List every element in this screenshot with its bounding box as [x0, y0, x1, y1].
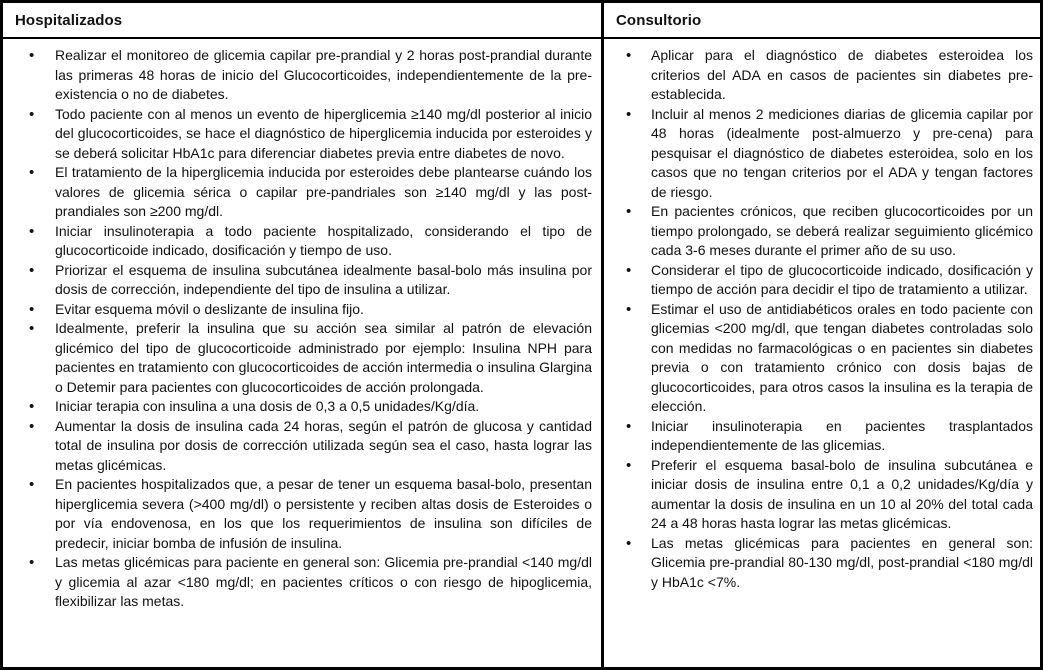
bullet-item: • En pacientes hospitalizados que, a pesar de tener un esquema basal-bolo, presentan hiperglicemia severa (>400 mg/dl) o persistente y reciben altas dosis de Esteroides o por vía endovenosa, en los que los requerimientos de insulina son difíciles de predecir, iniciar bomba de infusión de insulina. — [3, 475, 592, 553]
bullet-item: • Estimar el uso de antidiabéticos orales en todo paciente con glicemias <200 mg/dl, que tengan diabetes controladas solo con medidas no farmacológicas o en pacientes sin diabetes previa o con tratamiento crónico con dosis bajas de glucocorticoides, para otros casos la insulina es la terapia de elección. — [604, 300, 1033, 417]
bullet-item: • Preferir el esquema basal-bolo de insulina subcutánea e iniciar dosis de insulina entre 0,1 a 0,2 unidades/Kg/día y aumentar la dosis de insulina en un 10 al 20% del total cada 24 a 48 horas hasta lograr las metas glicémicas. — [604, 456, 1033, 534]
bullet-item: • Idealmente, preferir la insulina que su acción sea similar al patrón de elevación glicémico del tipo de glucocorticoide administrado por ejemplo: Insulina NPH para pacientes en tratamiento con glucocorticoides de acción intermedia o insulina Glargina o Detemir para pacientes con glucocorticoides de acción prolongada. — [3, 319, 592, 397]
bullet-list-hospitalizados — [3, 39, 601, 667]
bullet-item: • Realizar el monitoreo de glicemia capilar pre-prandial y 2 horas post-prandial durante las primeras 48 horas de inicio del Glucocorticoides, independientemente de la pre-existencia o no de diabetes. — [3, 46, 592, 105]
bullet-list-consultorio — [604, 39, 1040, 667]
bullet-item: • Las metas glicémicas para pacientes en general son: Glicemia pre-prandial 80-130 mg/dl, post-prandial <180 mg/dl y HbA1c <7%. — [604, 534, 1033, 593]
column-hospitalizados — [3, 3, 604, 667]
column-header-hospitalizados: Hospitalizados — [3, 3, 601, 39]
bullet-item: • Iniciar insulinoterapia en pacientes trasplantados independientemente de las glicemias. — [604, 417, 1033, 456]
bullet-item: • Iniciar terapia con insulina a una dosis de 0,3 a 0,5 unidades/Kg/día. — [3, 397, 592, 417]
bullet-item: • Evitar esquema móvil o deslizante de insulina fijo. — [3, 300, 592, 320]
bullet-item: • En pacientes crónicos, que reciben glucocorticoides por un tiempo prolongado, se deberá realizar seguimiento glicémico cada 3-6 meses durante el primer año de su uso. — [604, 202, 1033, 261]
bullet-item: • Considerar el tipo de glucocorticoide indicado, dosificación y tiempo de acción para decidir el tipo de tratamiento a utilizar. — [604, 261, 1033, 300]
column-header-consultorio: Consultorio — [604, 3, 1040, 39]
column-consultorio — [604, 3, 1040, 667]
bullet-item: • Priorizar el esquema de insulina subcutánea idealmente basal-bolo más insulina por dosis de corrección, independiente del tipo de insulina a utilizar. — [3, 261, 592, 300]
bullet-item: • Las metas glicémicas para paciente en general son: Glicemia pre-prandial <140 mg/dl y glicemia al azar <180 mg/dl; en pacientes críticos o con riesgo de hipoglicemia, flexibilizar las metas. — [3, 553, 592, 612]
bullet-item: • El tratamiento de la hiperglicemia inducida por esteroides debe plantearse cuándo los valores de glicemia sérica o capilar pre-pandriales son ≥140 mg/dl y las post-prandiales son ≥200 mg/dl. — [3, 163, 592, 222]
bullet-item: • Incluir al menos 2 mediciones diarias de glicemia capilar por 48 horas (idealmente post-almuerzo y pre-cena) para pesquisar el diagnóstico de diabetes esteroidea, solo en los casos que no tengan criterios por el ADA y tengan factores de riesgo. — [604, 105, 1033, 203]
bullet-item: • Iniciar insulinoterapia a todo paciente hospitalizado, considerando el tipo de glucocorticoide indicado, dosificación y tiempo de uso. — [3, 222, 592, 261]
bullet-item: • Aumentar la dosis de insulina cada 24 horas, según el patrón de glucosa y cantidad total de insulina por dosis de corrección utilizada según sea el caso, hasta lograr las metas glicémicas. — [3, 417, 592, 476]
bullet-item: • Todo paciente con al menos un evento de hiperglicemia ≥140 mg/dl posterior al inicio del glucocorticoides, se hace el diagnóstico de hiperglicemia inducida por esteroides y se deberá solicitar HbA1c para diferenciar diabetes previa entre diabetes de novo. — [3, 105, 592, 164]
bullet-item: • Aplicar para el diagnóstico de diabetes esteroidea los criterios del ADA en casos de pacientes sin diabetes pre-establecida. — [604, 46, 1033, 105]
